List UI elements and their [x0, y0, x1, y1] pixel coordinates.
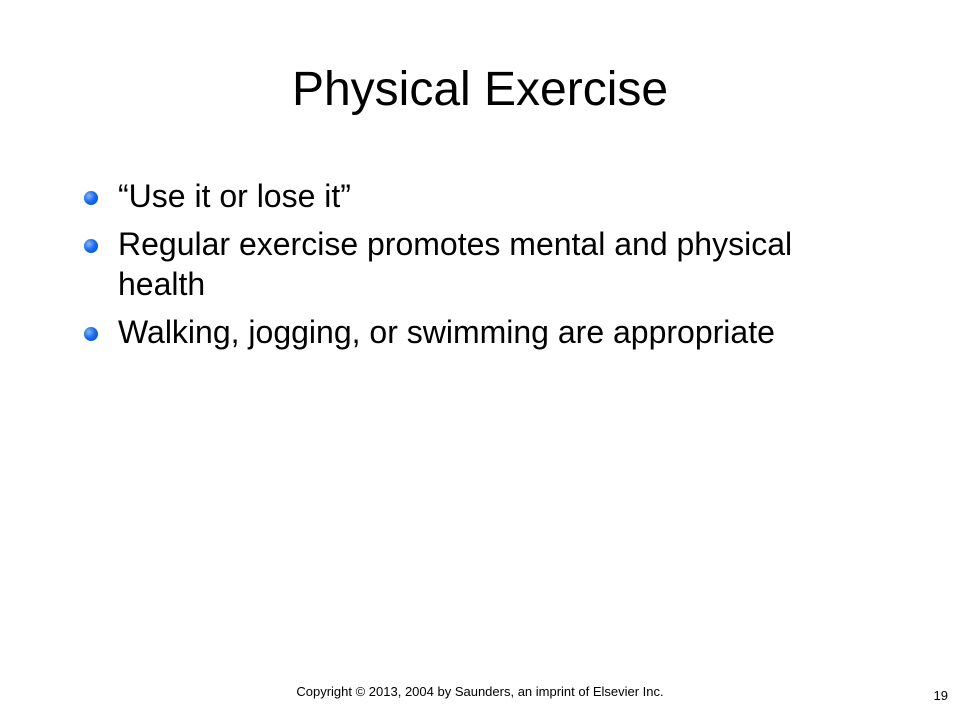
bullet-item — [84, 224, 864, 304]
slide-title: Physical Exercise — [291, 63, 669, 116]
bullet-text: Regular exercise promotes mental and physical health — [118, 226, 793, 302]
bullet-text: “Use it or lose it” — [118, 178, 351, 214]
bullet-list — [84, 176, 864, 360]
bullet-item — [84, 312, 864, 352]
bullet-item — [84, 176, 864, 216]
bullet-dot-icon — [84, 191, 98, 205]
bullet-dot-icon — [84, 239, 98, 253]
bullet-text: Walking, jogging, or swimming are appropriate — [118, 314, 775, 350]
page-number: 19 — [933, 688, 948, 703]
bullet-dot-icon — [84, 327, 98, 341]
copyright-notice: Copyright © 2013, 2004 by Saunders, an imprint of Elsevier Inc. — [296, 684, 664, 699]
